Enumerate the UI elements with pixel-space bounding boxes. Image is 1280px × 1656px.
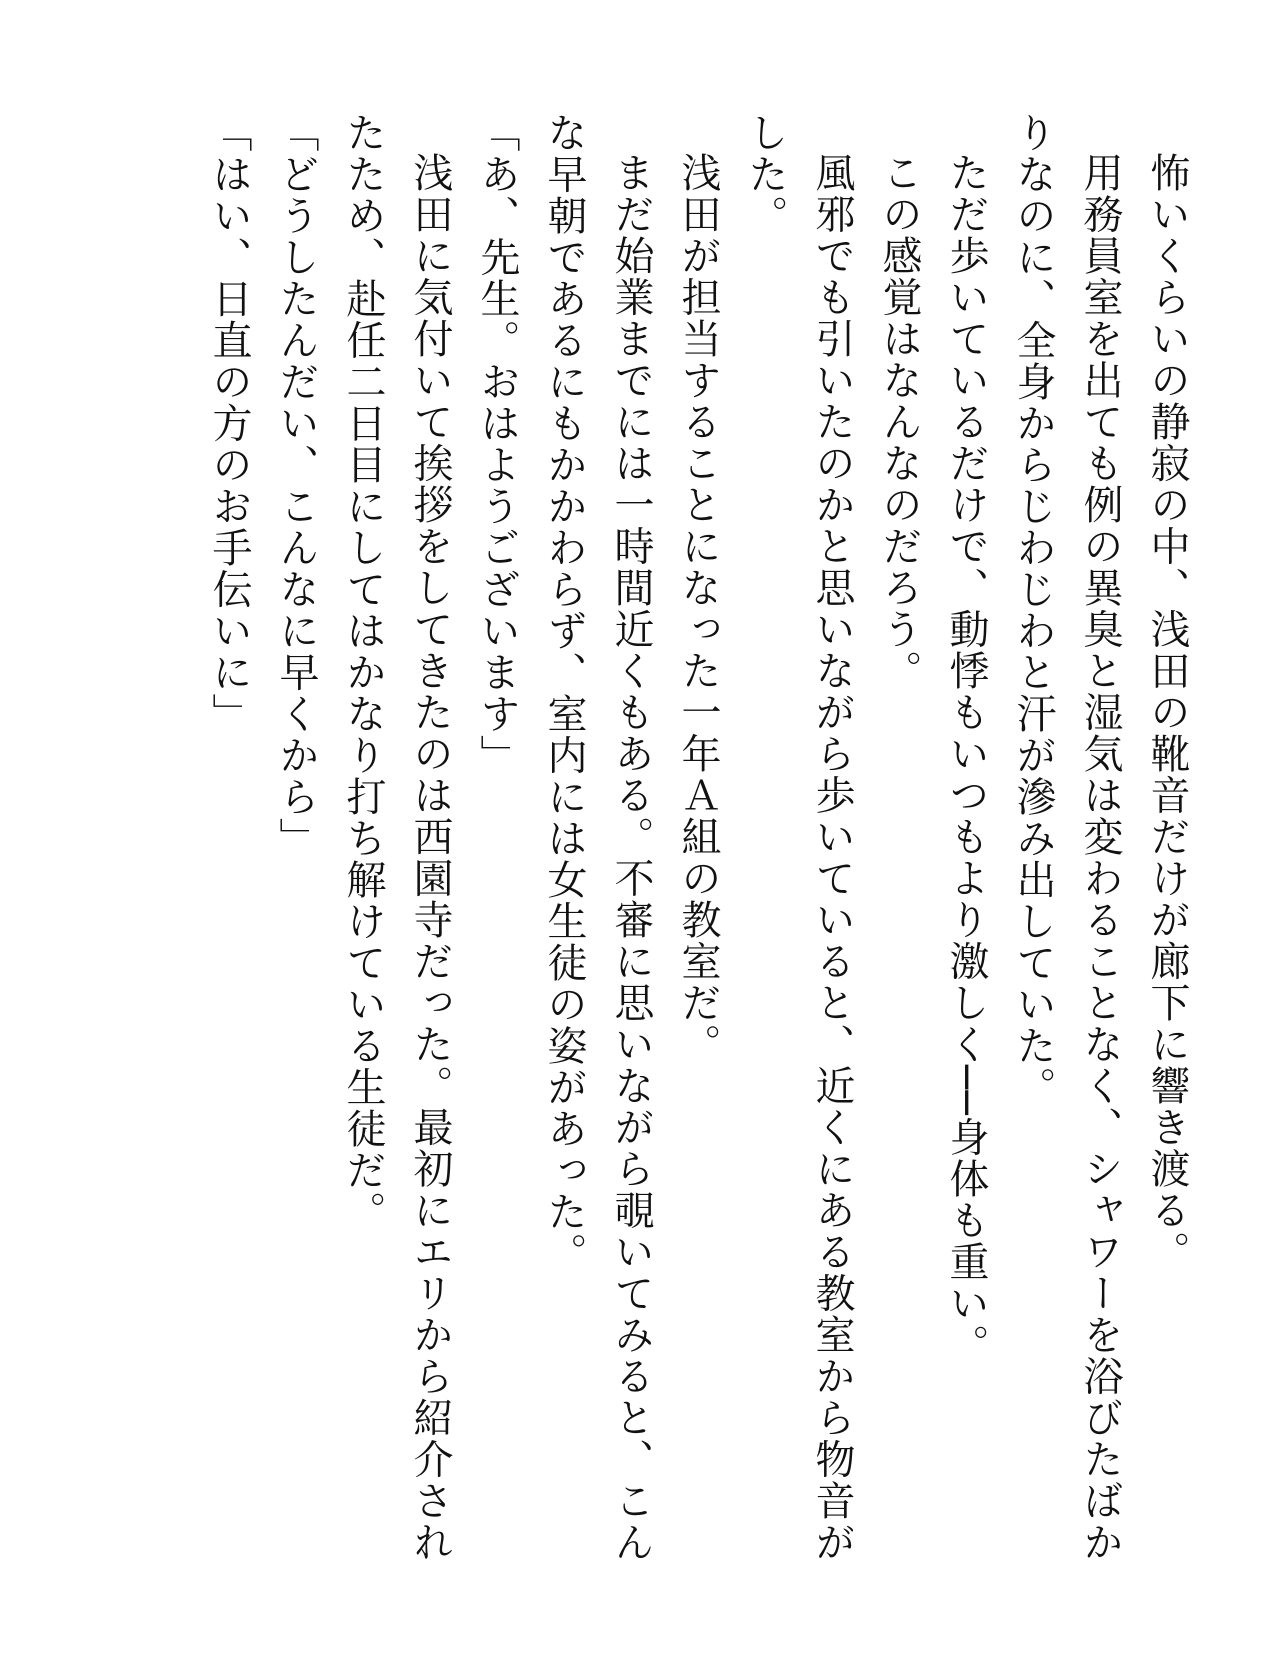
text-line-6: 風邪でも引いたのかと思いながら歩いていると、近くにある教室から物音が — [809, 152, 855, 1563]
text-line-5: この感覚はなんなのだろう。 — [876, 152, 922, 692]
text-line-2: 用務員室を出ても例の異臭と湿気は変わることなく、シャワーを浴びたばか — [1077, 152, 1123, 1563]
text-line-3: りなのに、全身からじわじわと汗が滲み出していた。 — [1010, 112, 1056, 1108]
text-line-8: 浅田が担当することになった一年Ａ組の教室だ。 — [675, 152, 721, 1065]
text-line-13: たため、赴任二日目にしてはかなり打ち解けている生徒だ。 — [340, 112, 386, 1233]
text-line-11: 「あ、先生。おはようございます」 — [474, 112, 520, 776]
text-line-12: 浅田に気付いて挨拶をしてきたのは西園寺だった。最初にエリから紹介され — [407, 152, 453, 1563]
text-line-9: まだ始業までには一時間近くもある。不審に思いながら覗いてみると、こん — [608, 152, 654, 1563]
text-line-7: した。 — [742, 112, 788, 237]
text-line-10: な早朝であるにもかかわらず、室内には女生徒の姿があった。 — [541, 112, 587, 1274]
text-line-14: 「どうしたんだい、こんなに早くから」 — [273, 112, 319, 859]
text-line-15: 「はい、日直の方のお手伝いに」 — [206, 112, 252, 735]
text-line-1: 怖いくらいの静寂の中、浅田の靴音だけが廊下に響き渡る。 — [1144, 152, 1190, 1273]
text-line-4: ただ歩いているだけで、動悸もいつもより激しく──身体も重い。 — [943, 152, 989, 1366]
vertical-text-body — [195, 112, 1200, 1612]
